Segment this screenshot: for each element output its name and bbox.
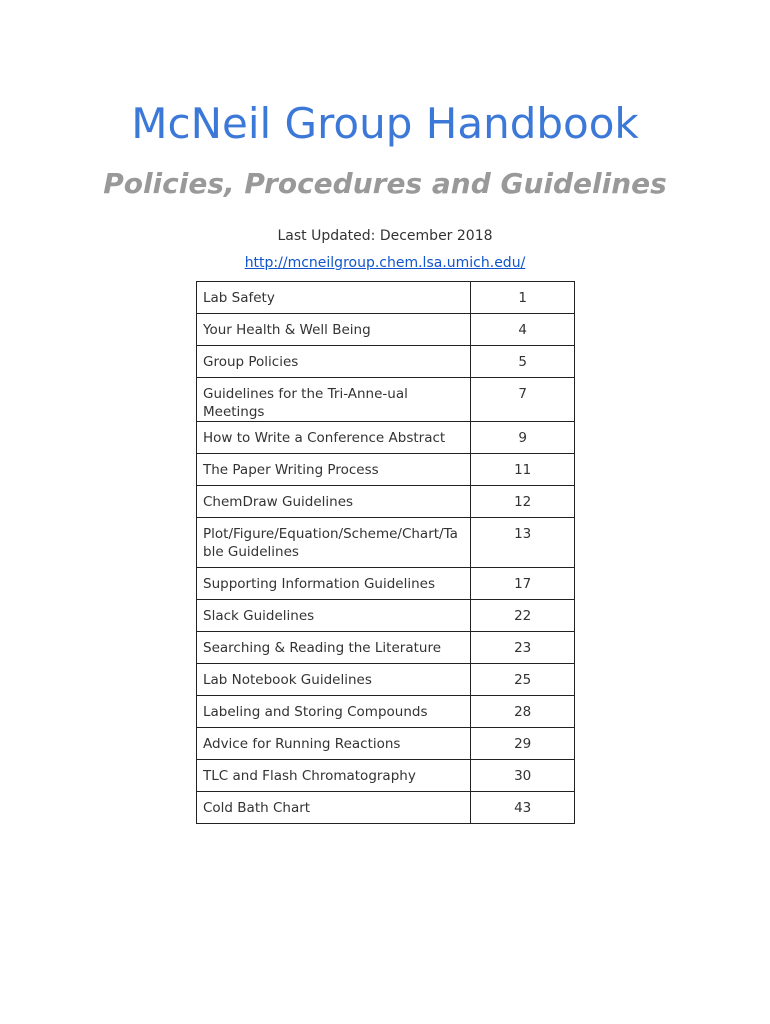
table-row[interactable] [197, 568, 575, 600]
table-row[interactable] [197, 600, 575, 632]
toc-entry-page: 12 [471, 486, 575, 518]
toc-entry-label: Lab Safety [197, 282, 471, 314]
toc-entry-page: 29 [471, 728, 575, 760]
table-row[interactable] [197, 696, 575, 728]
table-row[interactable] [197, 378, 575, 422]
toc-entry-page: 28 [471, 696, 575, 728]
table-row[interactable] [197, 282, 575, 314]
table-row[interactable] [197, 454, 575, 486]
toc-entry-label: TLC and Flash Chromatography [197, 760, 471, 792]
toc-entry-label: ChemDraw Guidelines [197, 486, 471, 518]
table-row[interactable] [197, 792, 575, 824]
toc-entry-page: 22 [471, 600, 575, 632]
toc-entry-page: 13 [471, 518, 575, 568]
toc-entry-page: 9 [471, 422, 575, 454]
toc-entry-label: Plot/Figure/Equation/Scheme/Chart/Table Guidelines [197, 518, 471, 568]
toc-entry-page: 23 [471, 632, 575, 664]
toc-entry-label: Group Policies [197, 346, 471, 378]
toc-entry-page: 4 [471, 314, 575, 346]
table-row[interactable] [197, 728, 575, 760]
toc-entry-page: 43 [471, 792, 575, 824]
toc-entry-page: 30 [471, 760, 575, 792]
toc-entry-label: Labeling and Storing Compounds [197, 696, 471, 728]
toc-entry-label: How to Write a Conference Abstract [197, 422, 471, 454]
toc-entry-page: 11 [471, 454, 575, 486]
toc-entry-page: 25 [471, 664, 575, 696]
table-row[interactable] [197, 314, 575, 346]
toc-entry-label: Slack Guidelines [197, 600, 471, 632]
toc-entry-label: Your Health & Well Being [197, 314, 471, 346]
toc-entry-page: 17 [471, 568, 575, 600]
toc-entry-label: Searching & Reading the Literature [197, 632, 471, 664]
toc-entry-label: Supporting Information Guidelines [197, 568, 471, 600]
table-row[interactable] [197, 632, 575, 664]
table-row[interactable] [197, 486, 575, 518]
toc-entry-page: 1 [471, 282, 575, 314]
page-subtitle: Policies, Procedures and Guidelines [103, 167, 667, 200]
table-of-contents [196, 281, 575, 824]
table-row[interactable] [197, 518, 575, 568]
toc-entry-page: 7 [471, 378, 575, 422]
last-updated-text: Last Updated: December 2018 [277, 228, 493, 244]
page-title: McNeil Group Handbook [131, 99, 639, 148]
toc-entry-label: Advice for Running Reactions [197, 728, 471, 760]
table-row[interactable] [197, 664, 575, 696]
toc-entry-label: The Paper Writing Process [197, 454, 471, 486]
toc-entry-page: 5 [471, 346, 575, 378]
toc-entry-label: Lab Notebook Guidelines [197, 664, 471, 696]
group-website-link[interactable]: http://mcneilgroup.chem.lsa.umich.edu/ [244, 255, 526, 271]
toc-entry-label: Cold Bath Chart [197, 792, 471, 824]
table-row[interactable] [197, 422, 575, 454]
toc-entry-label: Guidelines for the Tri-Anne-ual Meetings [197, 378, 471, 422]
table-row[interactable] [197, 346, 575, 378]
table-row[interactable] [197, 760, 575, 792]
